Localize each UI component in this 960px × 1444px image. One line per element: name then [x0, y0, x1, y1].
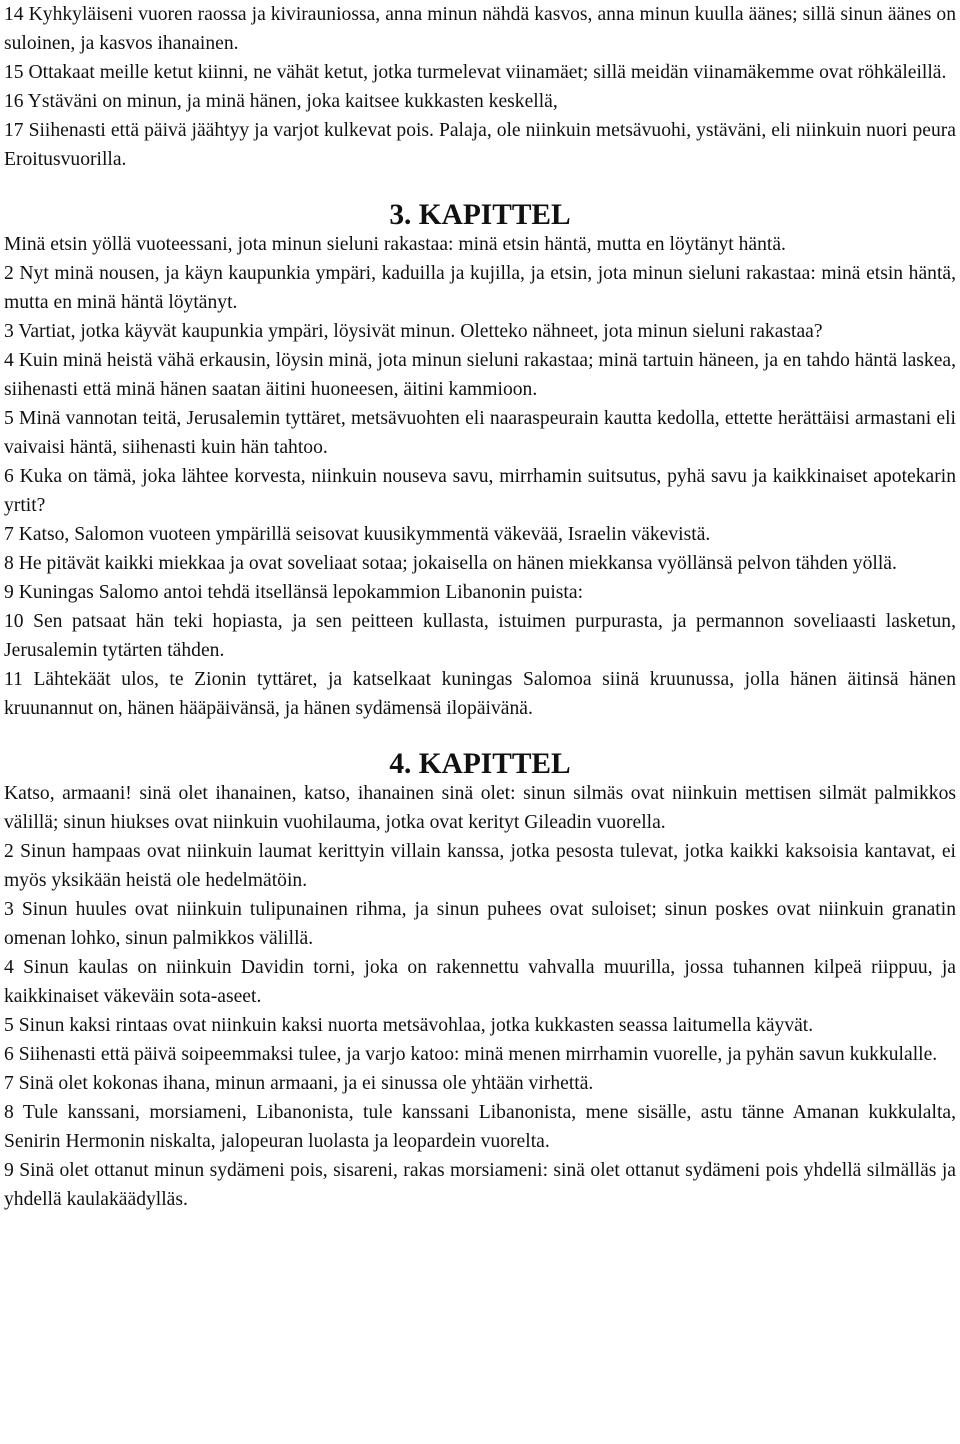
chapter-3-verse-4: 4 Kuin minä heistä vähä erkausin, löysin minä, jota minun sieluni rakastaa; minä tartuin häneen, ja en tahdo häntä laskea, siihenasti että minä hänen saatan äitini huoneesen, äitini kammioon.: [4, 350, 956, 400]
opening-verses: [4, 0, 956, 174]
document-page: [4, 0, 956, 1214]
chapter-4-verse-2: 2 Sinun hampaas ovat niinkuin laumat kerittyin villain kanssa, jotka pesosta tulevat, jotka kaikki kaksoisia kantavat, ei myös yksikään heistä ole hedelmätöin.: [4, 841, 956, 891]
verse-15: 15 Ottakaat meille ketut kiinni, ne vähät ketut, jotka turmelevat viinamäet; sillä meidän viinamäkemme ovat röhkäleillä.: [4, 62, 947, 83]
chapter-3-verse-7: 7 Katso, Salomon vuoteen ympärillä seisovat kuusikymmentä väkevää, Israelin väkevistä.: [4, 524, 711, 545]
chapter-3-verse-9: 9 Kuningas Salomo antoi tehdä itsellänsä lepokammion Libanonin puista:: [4, 582, 584, 603]
verse-17: 17 Siihenasti että päivä jäähtyy ja varjot kulkevat pois. Palaja, ole niinkuin metsävuohi, ystäväni, eli niinkuin nuori peura Eroitusvuorilla.: [4, 120, 956, 170]
verse-16: 16 Ystäväni on minun, ja minä hänen, joka kaitsee kukkasten keskellä,: [4, 91, 558, 112]
chapter-3-title: 3. KAPITTEL: [389, 199, 571, 231]
chapter-4: [4, 750, 956, 1214]
section-gap: [4, 174, 956, 201]
chapter-4-title: 4. KAPITTEL: [389, 748, 571, 780]
chapter-4-verse-4: 4 Sinun kaulas on niinkuin Davidin torni, joka on rakennettu vahvalla muurilla, jossa tuhannen kilpeä riippuu, ja kaikkinaiset väkeväin sota-aseet.: [4, 957, 956, 1007]
chapter-3-verse-2: 2 Nyt minä nousen, ja käyn kaupunkia ympäri, kaduilla ja kujilla, ja etsin, jota minun sieluni rakastaa: minä etsin häntä, mutta en minä häntä löytänyt.: [4, 263, 956, 313]
chapter-4-verse-1: Katso, armaani! sinä olet ihanainen, katso, ihanainen sinä olet: sinun silmäs ovat niinkuin mettisen silmät palmikkos välillä; sinun hiukses ovat niinkuin vuohilauma, jotka ovat kerityt Gileadin vuorella.: [4, 783, 956, 833]
chapter-3-verse-8: 8 He pitävät kaikki miekkaa ja ovat soveliaat sotaa; jokaisella on hänen miekkansa vyöllänsä pelvon tähden yöllä.: [4, 553, 897, 574]
chapter-4-verse-9: 9 Sinä olet ottanut minun sydämeni pois, sisareni, rakas morsiameni: sinä olet ottanut sydämeni pois yhdellä silmälläs ja yhdellä kaulakäädylläs.: [4, 1160, 956, 1210]
chapter-3-verse-6: 6 Kuka on tämä, joka lähtee korvesta, niinkuin nouseva savu, mirrhamin suitsutus, pyhä savu ja kaikkinaiset apotekarin yrtit?: [4, 466, 956, 516]
chapter-4-verse-8: 8 Tule kanssani, morsiameni, Libanonista, tule kanssani Libanonista, mene sisälle, astu tänne Amanan kukkulalta, Senirin Hermonin niskalta, jalopeuran luolasta ja leopardein vuorelta.: [4, 1102, 956, 1152]
chapter-3: [4, 201, 956, 723]
chapter-4-verse-5: 5 Sinun kaksi rintaas ovat niinkuin kaksi nuorta metsävohlaa, jotka kukkasten seassa laitumella käyvät.: [4, 1015, 814, 1036]
section-gap: [4, 723, 956, 750]
chapter-3-verse-3: 3 Vartiat, jotka käyvät kaupunkia ympäri, löysivät minun. Oletteko nähneet, jota minun sieluni rakastaa?: [4, 321, 823, 342]
chapter-3-verse-11: 11 Lähtekäät ulos, te Zionin tyttäret, ja katselkaat kuningas Salomoa siinä kruunussa, jolla hänen äitinsä hänen kruunannut on, hänen hääpäivänsä, ja hänen sydämensä ilopäivänä.: [4, 669, 956, 719]
chapter-4-verse-6: 6 Siihenasti että päivä soipeemmaksi tulee, ja varjo katoo: minä menen mirrhamin vuorelle, ja pyhän savun kukkulalle.: [4, 1044, 938, 1065]
chapter-4-verse-3: 3 Sinun huules ovat niinkuin tulipunainen rihma, ja sinun puhees ovat suloiset; sinun poskes ovat niinkuin granatin omenan lohko, sinun palmikkos välillä.: [4, 899, 956, 949]
chapter-3-verse-5: 5 Minä vannotan teitä, Jerusalemin tyttäret, metsävuohten eli naaraspeurain kautta kedolla, ettette herättäisi armastani eli vaivaisi häntä, siihenasti kuin hän tahtoo.: [4, 408, 956, 458]
chapter-3-verse-10: 10 Sen patsaat hän teki hopiasta, ja sen peitteen kullasta, istuimen purpurasta, ja permannon soveliaasti lasketun, Jerusalemin tytärten tähden.: [4, 611, 956, 661]
chapter-3-verse-1: Minä etsin yöllä vuoteessani, jota minun sieluni rakastaa: minä etsin häntä, mutta en löytänyt häntä.: [4, 234, 786, 255]
verse-14: 14 Kyhkyläiseni vuoren raossa ja kivirauniossa, anna minun nähdä kasvos, anna minun kuulla äänes; sillä sinun äänes on suloinen, ja kasvos ihanainen.: [4, 4, 956, 54]
chapter-4-verse-7: 7 Sinä olet kokonas ihana, minun armaani, ja ei sinussa ole yhtään virhettä.: [4, 1073, 594, 1094]
